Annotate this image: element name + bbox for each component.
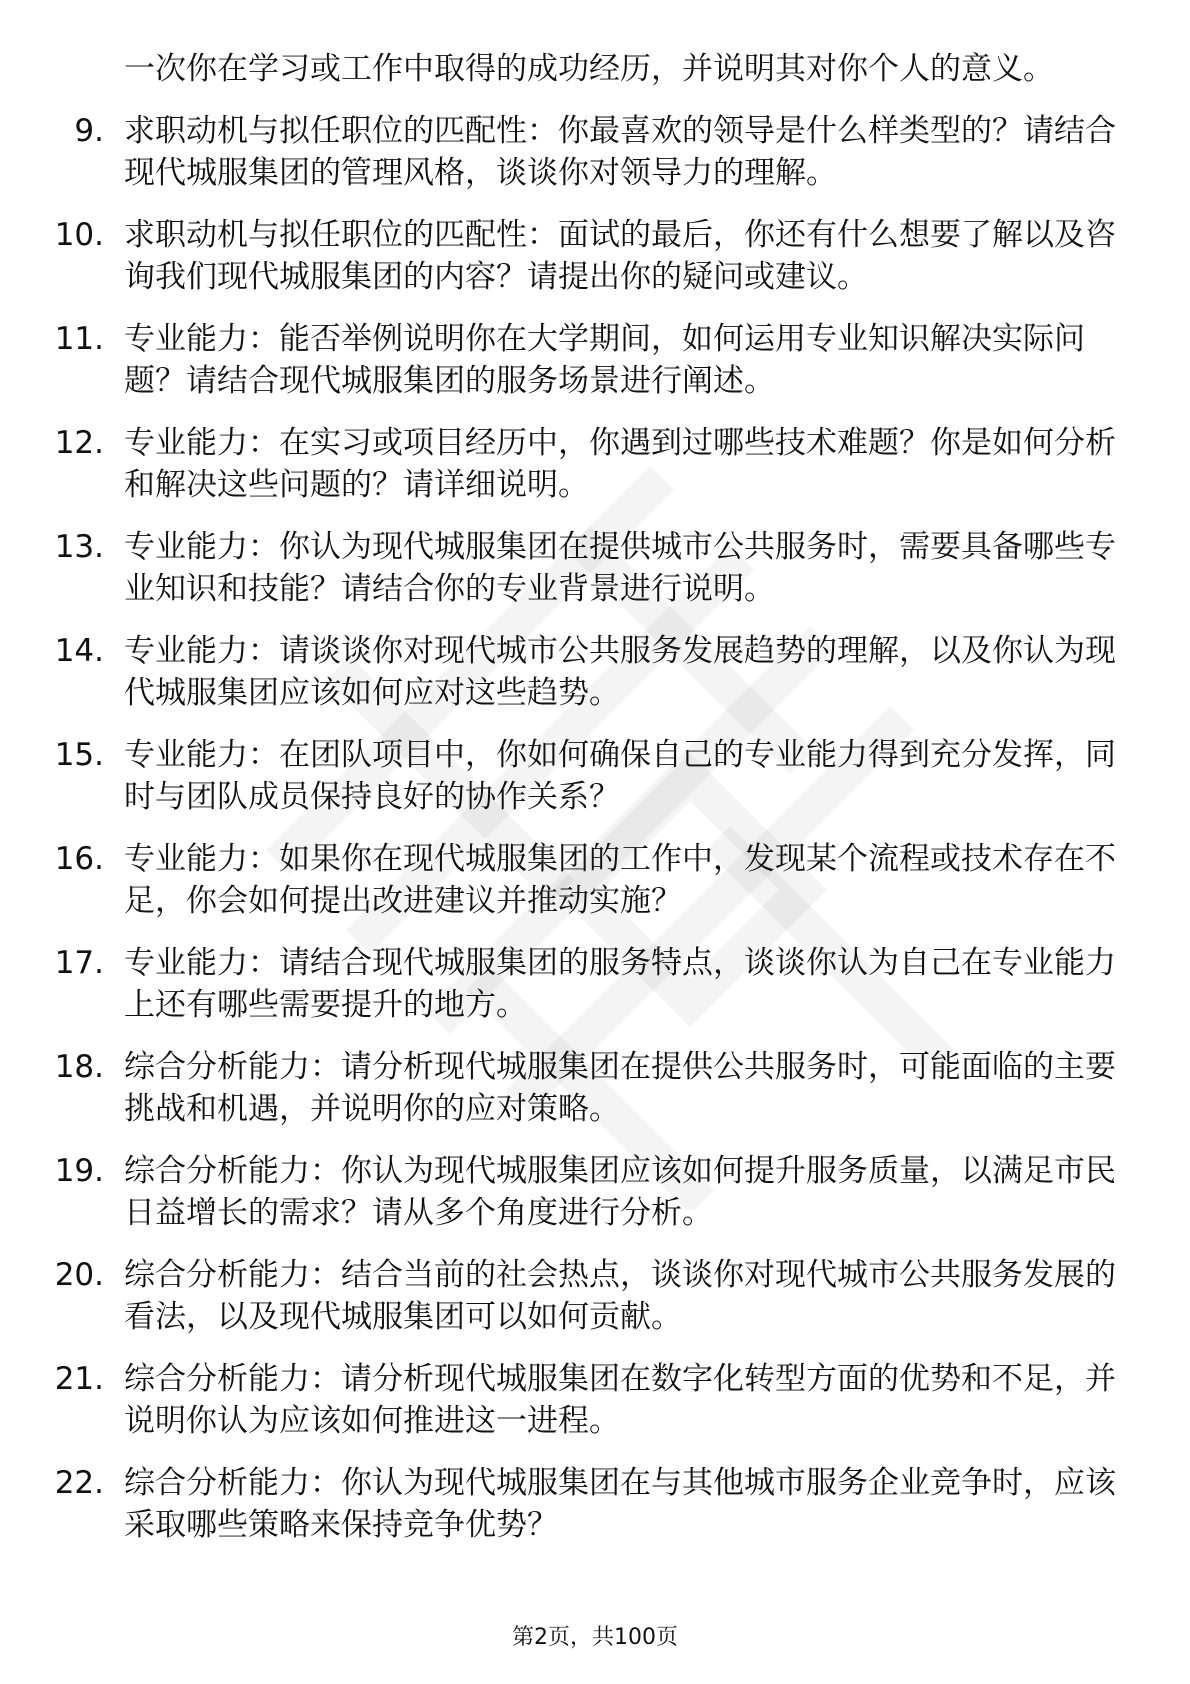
continued-question-text: 一次你在学习或工作中取得的成功经历，并说明其对你个人的意义。: [124, 51, 1054, 87]
question-text: 综合分析能力：你认为现代城服集团应该如何提升服务质量，以满足市民日益增长的需求？请从多个角度进行分析。: [124, 1153, 1116, 1231]
question-item-15: [0, 734, 1124, 818]
question-text: 专业能力：请谈谈你对现代城市公共服务发展趋势的理解，以及你认为现代城服集团应该如何应对这些趋势。: [124, 633, 1116, 711]
question-text: 综合分析能力：结合当前的社会热点，谈谈你对现代城市公共服务发展的看法，以及现代城服集团可以如何贡献。: [124, 1257, 1116, 1335]
question-item-20: [0, 1254, 1124, 1338]
question-text: 求职动机与拟任职位的匹配性：面试的最后，你还有什么想要了解以及咨询我们现代城服集团的内容？请提出你的疑问或建议。: [124, 217, 1116, 295]
question-text: 综合分析能力：请分析现代城服集团在数字化转型方面的优势和不足，并说明你认为应该如何推进这一进程。: [124, 1361, 1116, 1439]
question-number: 22.: [54, 1465, 104, 1501]
question-number: 12.: [54, 425, 104, 461]
question-item-19: [0, 1150, 1124, 1234]
question-item-17: [0, 942, 1124, 1026]
question-text: 专业能力：能否举例说明你在大学期间，如何运用专业知识解决实际问题？请结合现代城服集团的服务场景进行阐述。: [124, 321, 1085, 399]
question-item-18: [0, 1046, 1124, 1130]
question-number: 18.: [54, 1049, 104, 1085]
question-number: 21.: [54, 1361, 104, 1397]
question-item-16: [0, 838, 1124, 922]
question-item-13: [0, 526, 1124, 610]
question-item-14: [0, 630, 1124, 714]
question-text: 专业能力：在实习或项目经历中，你遇到过哪些技术难题？你是如何分析和解决这些问题的？请详细说明。: [124, 425, 1116, 503]
question-number: 14.: [54, 633, 104, 669]
question-number: 15.: [54, 737, 104, 773]
question-item-21: [0, 1358, 1124, 1442]
question-number: 19.: [54, 1153, 104, 1189]
question-text: 综合分析能力：请分析现代城服集团在提供公共服务时，可能面临的主要挑战和机遇，并说明你的应对策略。: [124, 1049, 1116, 1127]
document-body: [0, 48, 1190, 1566]
page-footer: 第2页，共100页: [512, 1625, 678, 1650]
question-item-11: [0, 318, 1124, 402]
question-item-10: [0, 214, 1124, 298]
question-number: 16.: [54, 841, 104, 877]
question-text: 专业能力：如果你在现代城服集团的工作中，发现某个流程或技术存在不足，你会如何提出改进建议并推动实施？: [124, 841, 1116, 919]
question-text: 专业能力：在团队项目中，你如何确保自己的专业能力得到充分发挥，同时与团队成员保持良好的协作关系？: [124, 737, 1116, 815]
question-item-22: [0, 1462, 1124, 1546]
question-text: 综合分析能力：你认为现代城服集团在与其他城市服务企业竞争时，应该采取哪些策略来保持竞争优势？: [124, 1465, 1116, 1543]
question-item-12: [0, 422, 1124, 506]
question-number: 20.: [54, 1257, 104, 1293]
question-number: 9.: [74, 113, 104, 149]
question-text: 专业能力：你认为现代城服集团在提供城市公共服务时，需要具备哪些专业知识和技能？请结合你的专业背景进行说明。: [124, 529, 1116, 607]
question-number: 17.: [54, 945, 104, 981]
question-number: 10.: [54, 217, 104, 253]
question-number: 13.: [54, 529, 104, 565]
question-number: 11.: [54, 321, 104, 357]
question-text: 求职动机与拟任职位的匹配性：你最喜欢的领导是什么样类型的？请结合现代城服集团的管理风格，谈谈你对领导力的理解。: [124, 113, 1116, 191]
question-item-9: [0, 110, 1124, 194]
question-text: 专业能力：请结合现代城服集团的服务特点，谈谈你认为自己在专业能力上还有哪些需要提升的地方。: [124, 945, 1116, 1023]
